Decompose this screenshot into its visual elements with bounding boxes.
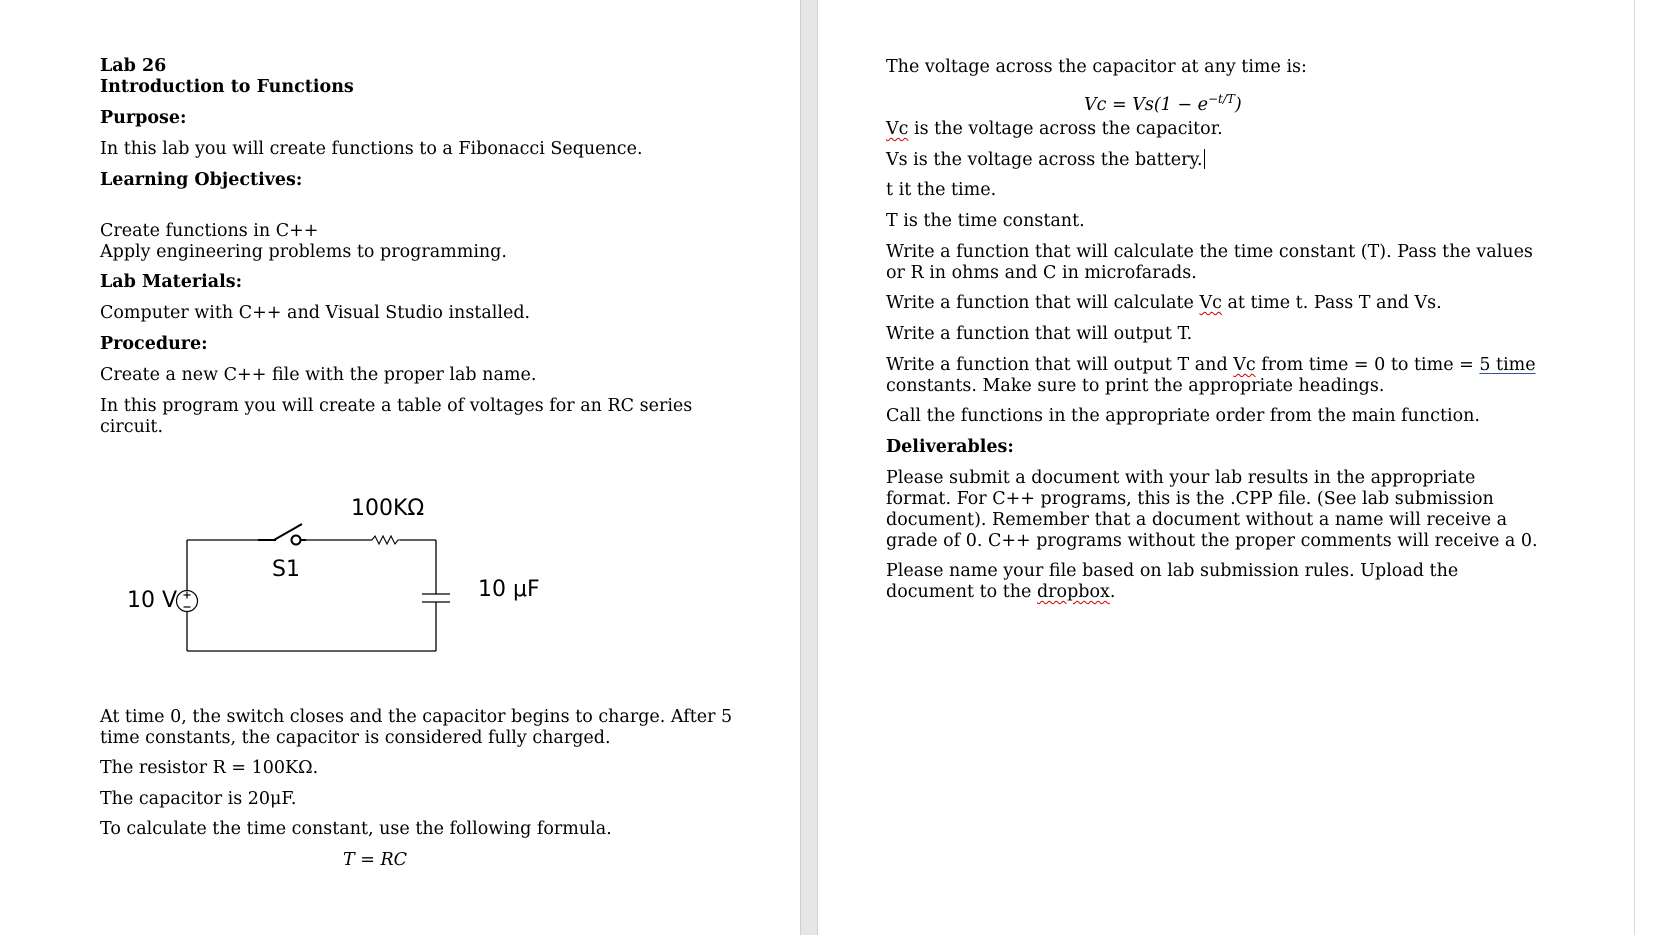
naming-text-cont [886,581,1115,603]
task-time-constant: Write a function that will calculate the time constant (T). Pass the values [886,242,1533,262]
capacitor-symbol [422,594,450,602]
materials-text: Computer with C++ and Visual Studio installed. [100,303,531,323]
deliverables-text: Please submit a document with your lab results in the appropriate [886,468,1476,488]
voltage-intro: The voltage across the capacitor at any time is: [886,57,1307,77]
grammar-flagged-phrase[interactable]: 5 time [1479,355,1536,375]
switch-label: S1 [272,557,300,582]
document-page-left[interactable] [0,0,800,935]
right-margin-strip [1634,0,1661,935]
task-output-table-cont: constants. Make sure to print the appropriate headings. [886,376,1385,396]
text-cursor [1204,149,1205,169]
equation-close: ) [1234,94,1242,115]
spell-flagged-word[interactable]: Vc [1199,293,1222,313]
source-label: 10 V [127,588,178,613]
vs-definition-text: Vs is the voltage across the battery. [886,150,1203,170]
naming-text: Please name your file based on lab submission rules. Upload the [886,561,1459,581]
naming-text-part: . [1109,582,1116,602]
resistor-text: The resistor R = 100KΩ. [100,758,319,778]
vs-definition[interactable] [886,149,1205,171]
t-definition: t it the time. [886,180,997,200]
formula-lhs: T = [343,850,381,870]
task-calc-vc-text: at time t. Pass T and Vs. [1221,293,1442,313]
task-calc-vc-text: Write a function that will calculate [886,293,1200,313]
time-constant-formula [343,849,407,871]
description-text-cont: time constants, the capacitor is considered fully charged. [100,728,611,748]
formula-rhs: RC [380,850,408,870]
capacitor-label: 10 μF [478,577,540,602]
formula-intro: To calculate the time constant, use the following formula. [100,819,612,839]
lab-number: Lab 26 [100,56,167,76]
spell-flagged-word[interactable]: Vc [886,119,909,139]
switch-symbol [258,524,306,545]
procedure-heading: Procedure: [100,334,208,354]
task-output-table [886,354,1536,376]
page-gutter [800,0,818,935]
equation-exponent: −t/T [1207,92,1235,106]
task-time-constant-cont: or R in ohms and C in microfarads. [886,263,1197,283]
spell-flagged-word[interactable]: Vc [1233,355,1256,375]
objectives-heading: Learning Objectives: [100,170,303,190]
procedure-step: In this program you will create a table of voltages for an RC series [100,396,693,416]
objective-item: Apply engineering problems to programming. [100,242,507,262]
objective-item: Create functions in C++ [100,221,319,241]
task-call-functions: Call the functions in the appropriate order from the main function. [886,406,1480,426]
lab-title: Introduction to Functions [100,77,354,97]
description-text: At time 0, the switch closes and the capacitor begins to charge. After 5 [100,707,733,727]
spell-flagged-word[interactable]: dropbox [1036,582,1110,602]
task-output-T: Write a function that will output T. [886,324,1193,344]
naming-text-part: document to the [886,582,1037,602]
task-calc-vc [886,292,1442,314]
procedure-step-cont: circuit. [100,417,164,437]
deliverables-heading: Deliverables: [886,437,1014,457]
vc-definition [886,118,1223,140]
purpose-text: In this lab you will create functions to a Fibonacci Sequence. [100,139,643,159]
materials-heading: Lab Materials: [100,272,243,292]
deliverables-text: format. For C++ programs, this is the .CPP file. (See lab submission [886,489,1494,509]
voltage-source-symbol [177,591,198,612]
equation-main: Vc = Vs(1 − e [1084,94,1208,115]
procedure-step: Create a new C++ file with the proper lab name. [100,365,537,385]
T-definition: T is the time constant. [886,211,1085,231]
resistor-symbol [372,536,400,544]
voltage-equation [1084,88,1242,116]
capacitor-text: The capacitor is 20μF. [100,789,297,809]
vc-definition-text: is the voltage across the capacitor. [908,119,1223,139]
deliverables-text: grade of 0. C++ programs without the proper comments will receive a 0. [886,531,1538,551]
purpose-heading: Purpose: [100,108,187,128]
deliverables-text: document). Remember that a document without a name will receive a [886,510,1508,530]
task-output-table-text: from time = 0 to time = [1255,355,1480,375]
task-output-table-text: Write a function that will output T and [886,355,1234,375]
document-page-right[interactable] [818,0,1634,935]
resistor-label: 100KΩ [351,496,425,521]
